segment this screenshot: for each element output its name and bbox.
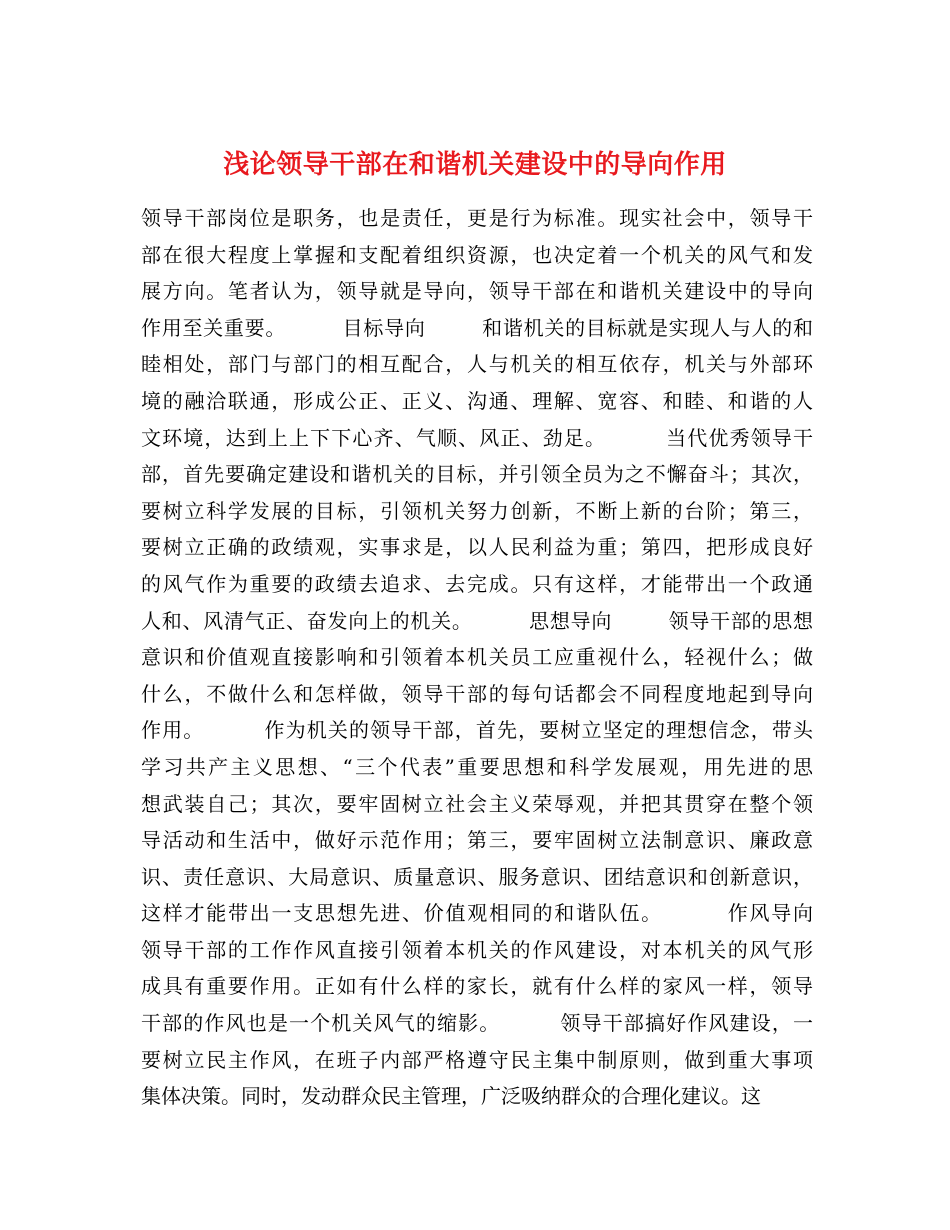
body-line: 作用至关重要。 目标导向 和谐机关的目标就是实现人与人的和 [141, 315, 813, 340]
body-line: 这样才能带出一支思想先进、价值观相同的和谐队伍。 作风导向 [141, 901, 813, 926]
body-line: 的风气作为重要的政绩去追求、去完成。只有这样，才能带出一个政通 [141, 571, 813, 596]
body-line: 要树立民主作风，在班子内部严格遵守民主集中制原则，做到重大事项 [141, 1047, 813, 1072]
body-line: 睦相处，部门与部门的相互配合，人与机关的相互依存，机关与外部环 [141, 352, 813, 377]
body-line: 领导干部的工作作风直接引领着本机关的作风建设，对本机关的风气形 [141, 937, 813, 962]
body-line: 作用。 作为机关的领导干部，首先，要树立坚定的理想信念，带头 [141, 718, 813, 743]
body-line: 部，首先要确定建设和谐机关的目标，并引领全员为之不懈奋斗；其次， [141, 462, 813, 487]
body-line: 展方向。笔者认为，领导就是导向，领导干部在和谐机关建设中的导向 [141, 279, 813, 304]
body-line: 领导干部岗位是职务，也是责任，更是行为标准。现实社会中，领导干 [141, 206, 813, 230]
body-line: 文环境，达到上上下下心齐、气顺、风正、劲足。 当代优秀领导干 [141, 425, 813, 450]
body-line: 什么，不做什么和怎样做，领导干部的每句话都会不同程度地起到导向 [141, 681, 813, 706]
document-body [141, 200, 813, 1115]
body-line: 导活动和生活中，做好示范作用；第三，要牢固树立法制意识、廉政意 [141, 828, 813, 853]
body-line: 要树立科学发展的目标，引领机关努力创新，不断上新的台阶；第三， [141, 498, 813, 523]
body-line: 集体决策。同时，发动群众民主管理，广泛吸纳群众的合理化建议。这 [141, 1084, 761, 1109]
body-line: 要树立正确的政绩观，实事求是，以人民利益为重；第四，把形成良好 [141, 535, 813, 560]
body-line: 成具有重要作用。正如有什么样的家长，就有什么样的家风一样，领导 [141, 974, 813, 999]
body-line: 人和、风清气正、奋发向上的机关。 思想导向 领导干部的思想 [141, 608, 813, 633]
body-line: 识、责任意识、大局意识、质量意识、服务意识、团结意识和创新意识， [141, 864, 813, 889]
body-line: 境的融洽联通，形成公正、正义、沟通、理解、宽容、和睦、和谐的人 [141, 388, 813, 413]
body-line: 学习共产主义思想、“三个代表”重要思想和科学发展观，用先进的思 [141, 754, 813, 779]
document-title: 浅论领导干部在和谐机关建设中的导向作用 [223, 150, 727, 181]
body-line: 部在很大程度上掌握和支配着组织资源，也决定着一个机关的风气和发 [141, 242, 813, 267]
body-line: 想武装自己；其次，要牢固树立社会主义荣辱观，并把其贯穿在整个领 [141, 791, 813, 816]
body-line: 干部的作风也是一个机关风气的缩影。 领导干部搞好作风建设，一 [141, 1011, 813, 1036]
body-line: 意识和价值观直接影响和引领着本机关员工应重视什么，轻视什么；做 [141, 645, 813, 670]
